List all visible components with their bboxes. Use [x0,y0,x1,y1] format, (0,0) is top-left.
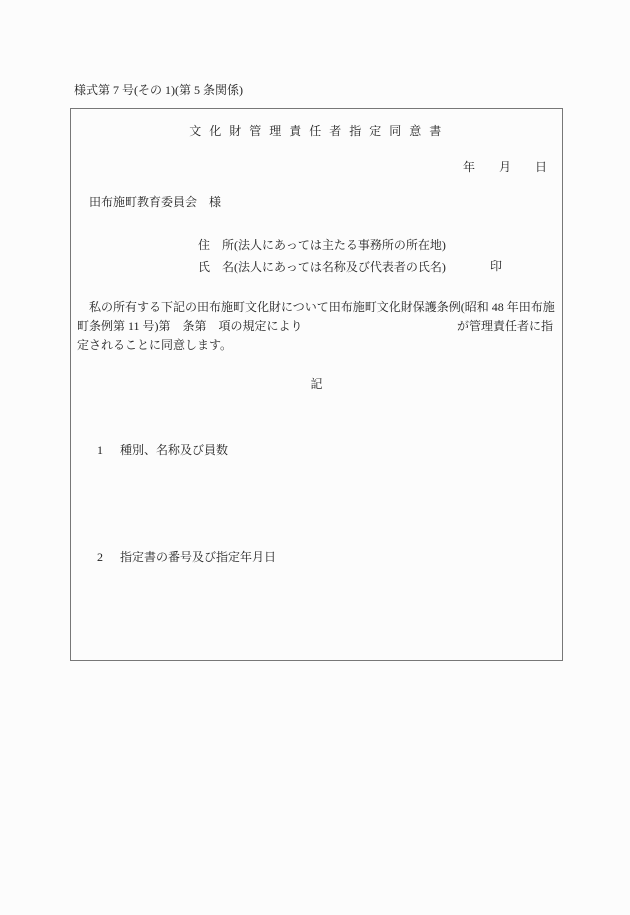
sub-heading-ki: 記 [310,377,323,391]
form-number-label: 様式第 7 号(その 1)(第 5 条関係) [74,83,243,97]
document-title: 文 化 財 管 理 責 任 者 指 定 同 意 書 [189,124,444,138]
form-border-box [70,108,563,661]
consent-paragraph-line3: 定されることに同意します。 [77,338,233,352]
date-line: 年 月 日 [462,160,547,174]
addressee-line: 田布施町教育委員会 様 [89,195,222,209]
address-field-label: 住 所(法人にあっては主たる事務所の所在地) [198,238,446,252]
list-item-text: 種別、名称及び員数 [120,442,229,457]
list-item-number: 2 [97,549,103,564]
name-field-label: 氏 名(法人にあっては名称及び代表者の氏名) [198,260,446,274]
list-item-text: 指定書の番号及び指定年月日 [120,549,277,564]
seal-mark: 印 [490,259,503,273]
list-item [79,430,228,471]
consent-paragraph-line1: 私の所有する下記の田布施町文化財について田布施町文化財保護条例(昭和 48 年田布施 [89,300,555,314]
list-item [79,537,276,578]
list-item-number: 1 [97,442,103,457]
consent-paragraph-line2 [77,320,553,334]
consent-paragraph-line2-left: 町条例第 11 号)第 条第 項の規定により [77,319,303,333]
consent-paragraph-line2-right: が管理責任者に指 [456,319,553,333]
